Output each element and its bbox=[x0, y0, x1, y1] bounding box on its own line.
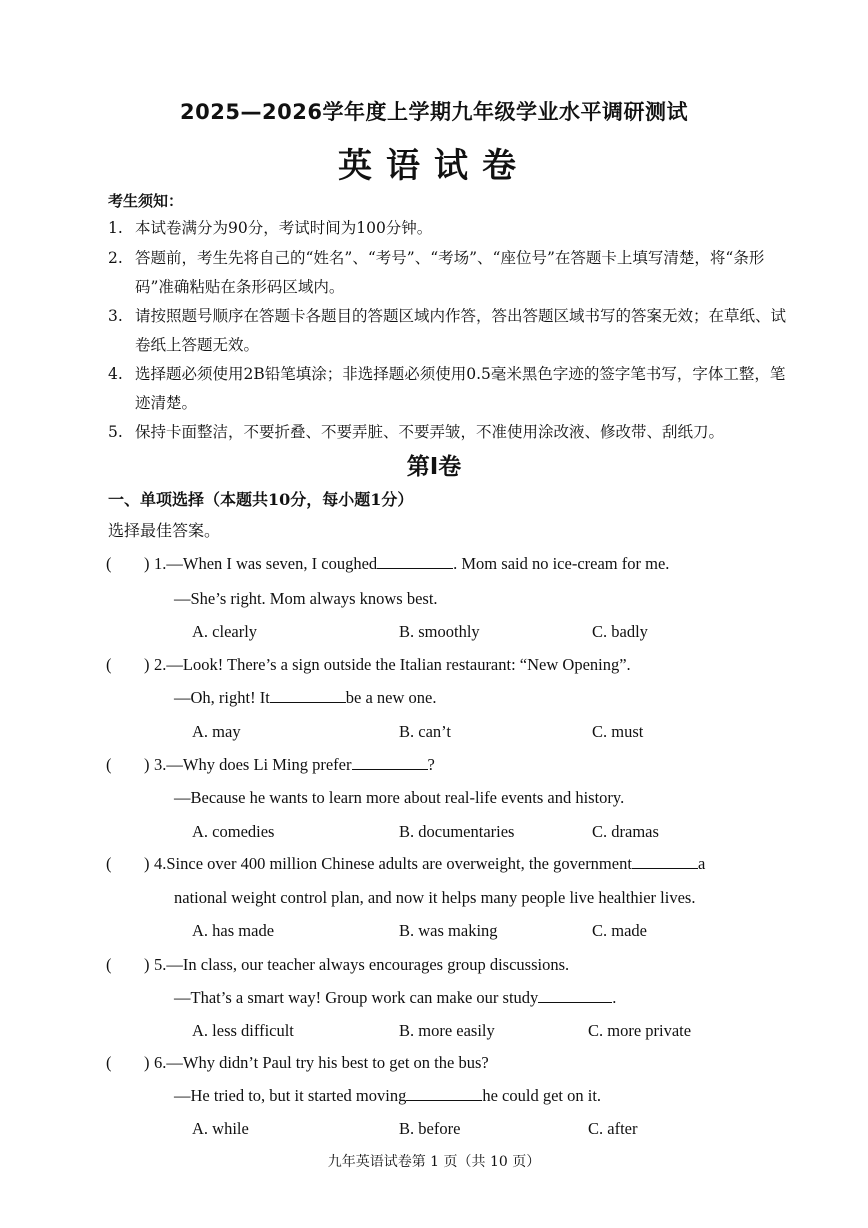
option-c: C. made bbox=[592, 921, 647, 940]
rule-text: 选择题必须使用2B铅笔填涂；非选择题必须使用0.5毫米黑色字迹的签字笔书写，字体工整，笔迹清楚。 bbox=[135, 365, 786, 412]
question-reply: —Because he wants to learn more about real-life events and history. bbox=[174, 788, 625, 807]
question-stem-tail: ? bbox=[427, 755, 435, 774]
question-reply-tail: be a new one. bbox=[345, 688, 437, 707]
answer-blank bbox=[406, 1086, 482, 1101]
answer-paren-close: ) bbox=[144, 854, 150, 873]
answer-paren-open[interactable]: ( bbox=[106, 554, 112, 573]
answer-blank bbox=[632, 854, 698, 869]
question-stem-tail: . Mom said no ice-cream for me. bbox=[453, 554, 670, 573]
answer-paren-close: ) bbox=[144, 1053, 150, 1072]
question-stem: Since over 400 million Chinese adults are overweight, the government bbox=[166, 854, 632, 873]
section-title: 一、单项选择（本题共10分，每小题1分） bbox=[108, 490, 414, 509]
option-a: A. clearly bbox=[192, 622, 258, 641]
question-stem: —Why didn’t Paul try his best to get on the bus? bbox=[166, 1053, 489, 1072]
question-number: 6. bbox=[154, 1053, 167, 1072]
notice-rule-5 bbox=[108, 418, 788, 447]
answer-paren-open[interactable]: ( bbox=[106, 655, 112, 674]
answer-blank bbox=[377, 554, 453, 569]
option-a: A. may bbox=[192, 722, 241, 741]
notice-rule-3 bbox=[108, 302, 788, 360]
answer-paren-close: ) bbox=[144, 755, 150, 774]
rule-number: 1. bbox=[108, 219, 123, 237]
rule-number: 3. bbox=[108, 307, 123, 325]
notice-rule-1 bbox=[108, 214, 788, 243]
question-reply-tail: . bbox=[612, 988, 617, 1007]
exam-title: 2025—2026学年度上学期九年级学业水平调研测试 bbox=[180, 100, 688, 124]
option-a: A. has made bbox=[192, 921, 275, 940]
option-a: A. while bbox=[192, 1119, 249, 1138]
rule-number: 5. bbox=[108, 423, 123, 441]
section-instruction: 选择最佳答案。 bbox=[108, 521, 221, 540]
option-c: C. badly bbox=[592, 622, 648, 641]
answer-paren-close: ) bbox=[144, 554, 150, 573]
question-stem-cont: national weight control plan, and now it helps many people live healthier lives. bbox=[174, 888, 696, 907]
answer-paren-open[interactable]: ( bbox=[106, 755, 112, 774]
option-b: B. more easily bbox=[399, 1021, 495, 1040]
rule-text: 本试卷满分为90分，考试时间为100分钟。 bbox=[135, 219, 433, 237]
question-reply: —Oh, right! It bbox=[174, 688, 270, 707]
option-c: C. dramas bbox=[592, 822, 659, 841]
question-number: 1. bbox=[154, 554, 167, 573]
rule-text: 保持卡面整洁，不要折叠、不要弄脏、不要弄皱，不准使用涂改液、修改带、刮纸刀。 bbox=[135, 423, 725, 441]
rule-number: 4. bbox=[108, 365, 123, 383]
option-c: C. must bbox=[592, 722, 644, 741]
option-a: A. less difficult bbox=[192, 1021, 294, 1040]
option-b: B. was making bbox=[399, 921, 498, 940]
question-reply-tail: he could get on it. bbox=[482, 1086, 602, 1105]
page-footer: 九年英语试卷第 1 页（共 10 页） bbox=[327, 1154, 541, 1170]
question-reply: —He tried to, but it started moving bbox=[174, 1086, 407, 1105]
rule-text: 答题前，考生先将自己的“姓名”、“考号”、“考场”、“座位号”在答题卡上填写清楚，将“条形码”准确粘贴在条形码区域内。 bbox=[135, 249, 765, 296]
rule-number: 2. bbox=[108, 249, 123, 267]
answer-paren-close: ) bbox=[144, 955, 150, 974]
question-number: 4. bbox=[154, 854, 167, 873]
question-stem: —When I was seven, I coughed bbox=[166, 554, 378, 573]
question-number: 5. bbox=[154, 955, 167, 974]
question-stem: —Why does Li Ming prefer bbox=[166, 755, 352, 774]
option-b: B. smoothly bbox=[399, 622, 480, 641]
rule-text: 请按照题号顺序在答题卡各题目的答题区域内作答，答出答题区域书写的答案无效；在草纸、试卷纸上答题无效。 bbox=[135, 307, 787, 354]
question-number: 3. bbox=[154, 755, 167, 774]
notice-rule-4 bbox=[108, 360, 788, 418]
question-stem: —In class, our teacher always encourages group discussions. bbox=[166, 955, 570, 974]
question-stem-tail: a bbox=[697, 854, 706, 873]
option-c: C. more private bbox=[588, 1021, 692, 1040]
volume-heading: 第Ⅰ卷 bbox=[406, 454, 462, 480]
answer-blank bbox=[352, 755, 428, 770]
option-b: B. before bbox=[399, 1119, 461, 1138]
option-a: A. comedies bbox=[192, 822, 275, 841]
answer-paren-close: ) bbox=[144, 655, 150, 674]
question-reply: —That’s a smart way! Group work can make our study bbox=[174, 988, 539, 1007]
notice-rule-2 bbox=[108, 244, 788, 302]
option-b: B. can’t bbox=[399, 722, 451, 741]
answer-blank bbox=[270, 688, 346, 703]
answer-blank bbox=[538, 988, 612, 1003]
notice-heading: 考生须知： bbox=[108, 192, 184, 210]
answer-paren-open[interactable]: ( bbox=[106, 955, 112, 974]
answer-paren-open[interactable]: ( bbox=[106, 854, 112, 873]
option-b: B. documentaries bbox=[399, 822, 515, 841]
question-reply: —She’s right. Mom always knows best. bbox=[174, 589, 438, 608]
question-number: 2. bbox=[154, 655, 167, 674]
question-stem: —Look! There’s a sign outside the Italian restaurant: “New Opening”. bbox=[166, 655, 631, 674]
exam-subject: 英语试卷 bbox=[338, 146, 530, 186]
answer-paren-open[interactable]: ( bbox=[106, 1053, 112, 1072]
option-c: C. after bbox=[588, 1119, 638, 1138]
